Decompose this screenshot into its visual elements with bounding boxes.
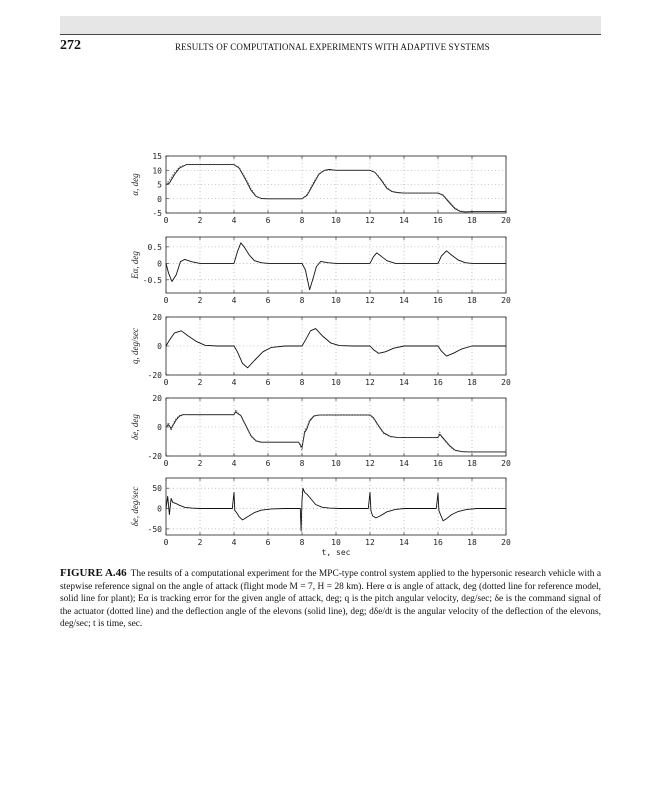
x-tick-label: 16 xyxy=(433,459,443,468)
page-number: 272 xyxy=(60,38,81,53)
x-tick-label: 16 xyxy=(433,538,443,547)
y-axis-label: Eα, deg xyxy=(130,251,140,279)
x-axis-label: t, sec xyxy=(321,548,351,557)
y-tick-label: 50 xyxy=(152,484,162,494)
x-tick-label: 14 xyxy=(399,296,409,305)
caption-text: The results of a computational experiment for the MPC-type control system applied to the hypersonic research vehicle with a stepwise reference signal on the angle of attack (flight mode M = 7, H = 28 km). Here α is angle of attack, deg (dotted line for reference model, solid line for plant); Eα is tracking error for the given angle of attack, deg; q is the pitch angular velocity, deg/sec; δe is the command signal of the actuator (dotted line) and the deflection angle of the elevons (solid line), deg; dδe/dt is the angular velocity of the deflection of the elevons, deg/sec; t is time, sec. xyxy=(60,569,601,630)
x-tick-label: 0 xyxy=(163,459,169,468)
x-tick-label: 10 xyxy=(331,378,341,387)
x-tick-label: 20 xyxy=(501,296,511,305)
y-tick-label: 0 xyxy=(157,259,162,269)
plot-deflection xyxy=(130,394,511,468)
x-tick-label: 2 xyxy=(197,378,203,387)
x-tick-label: 4 xyxy=(231,459,237,468)
x-tick-label: 2 xyxy=(197,216,203,225)
x-tick-label: 12 xyxy=(365,459,375,468)
x-tick-label: 8 xyxy=(299,538,305,547)
x-tick-label: 2 xyxy=(197,296,203,305)
y-tick-label: -20 xyxy=(147,452,162,461)
y-tick-label: -0.5 xyxy=(142,275,162,285)
x-tick-label: 4 xyxy=(231,378,237,387)
x-tick-label: 16 xyxy=(433,378,443,387)
x-tick-label: 4 xyxy=(231,216,237,225)
y-axis-label: δe, deg/sec xyxy=(130,486,140,527)
x-tick-label: 8 xyxy=(299,296,305,305)
x-tick-label: 14 xyxy=(399,378,409,387)
x-tick-label: 6 xyxy=(265,538,271,547)
y-tick-label: 15 xyxy=(152,152,162,161)
plot-alpha xyxy=(130,152,511,225)
x-tick-label: 6 xyxy=(265,378,271,387)
x-tick-label: 14 xyxy=(399,459,409,468)
x-tick-label: 4 xyxy=(231,296,237,305)
series-q-q xyxy=(166,329,506,368)
x-tick-label: 0 xyxy=(163,296,169,305)
y-tick-label: 5 xyxy=(157,180,162,190)
x-tick-label: 6 xyxy=(265,216,271,225)
plot-error xyxy=(130,237,511,305)
figure-label: FIGURE A.46 xyxy=(60,567,127,579)
x-tick-label: 18 xyxy=(467,538,477,547)
y-tick-label: 20 xyxy=(152,313,162,322)
x-tick-label: 20 xyxy=(501,538,511,547)
y-axis-label: q, deg/sec xyxy=(130,328,140,364)
running-head: RESULTS OF COMPUTATIONAL EXPERIMENTS WITH ADAPTIVE SYSTEMS xyxy=(175,42,490,52)
x-tick-label: 12 xyxy=(365,296,375,305)
x-tick-label: 0 xyxy=(163,538,169,547)
y-axis-label: α, deg xyxy=(130,173,140,196)
x-tick-label: 8 xyxy=(299,378,305,387)
figure-caption xyxy=(60,567,601,631)
y-tick-label: 0 xyxy=(157,423,162,432)
x-tick-label: 12 xyxy=(365,378,375,387)
x-tick-label: 0 xyxy=(163,216,169,225)
x-tick-label: 10 xyxy=(331,459,341,468)
x-tick-label: 0 xyxy=(163,378,169,387)
x-tick-label: 10 xyxy=(331,538,341,547)
x-tick-label: 18 xyxy=(467,459,477,468)
plot-rate xyxy=(130,478,511,557)
x-tick-label: 14 xyxy=(399,216,409,225)
x-tick-label: 16 xyxy=(433,296,443,305)
x-tick-label: 18 xyxy=(467,378,477,387)
x-tick-label: 2 xyxy=(197,538,203,547)
series-deflection-elevons xyxy=(166,412,506,452)
y-tick-label: 20 xyxy=(152,394,162,403)
x-tick-label: 2 xyxy=(197,459,203,468)
x-tick-label: 4 xyxy=(231,538,237,547)
x-tick-label: 8 xyxy=(299,459,305,468)
x-tick-label: 6 xyxy=(265,296,271,305)
x-tick-label: 14 xyxy=(399,538,409,547)
y-tick-label: 10 xyxy=(152,166,162,176)
y-axis-label: δe, deg xyxy=(130,414,140,440)
x-tick-label: 12 xyxy=(365,538,375,547)
y-tick-label: -5 xyxy=(152,209,162,218)
y-tick-label: -50 xyxy=(147,524,162,534)
x-tick-label: 20 xyxy=(501,459,511,468)
x-tick-label: 18 xyxy=(467,296,477,305)
y-tick-label: 0 xyxy=(157,504,162,514)
y-tick-label: 0 xyxy=(157,342,162,351)
x-tick-label: 8 xyxy=(299,216,305,225)
x-tick-label: 18 xyxy=(467,216,477,225)
x-tick-label: 10 xyxy=(331,216,341,225)
x-tick-label: 12 xyxy=(365,216,375,225)
x-tick-label: 16 xyxy=(433,216,443,225)
y-tick-label: 0.5 xyxy=(147,242,162,252)
x-tick-label: 20 xyxy=(501,216,511,225)
y-tick-label: -20 xyxy=(147,371,162,380)
x-tick-label: 20 xyxy=(501,378,511,387)
x-tick-label: 10 xyxy=(331,296,341,305)
plot-q xyxy=(130,313,511,387)
x-tick-label: 6 xyxy=(265,459,271,468)
y-tick-label: 0 xyxy=(157,194,162,204)
